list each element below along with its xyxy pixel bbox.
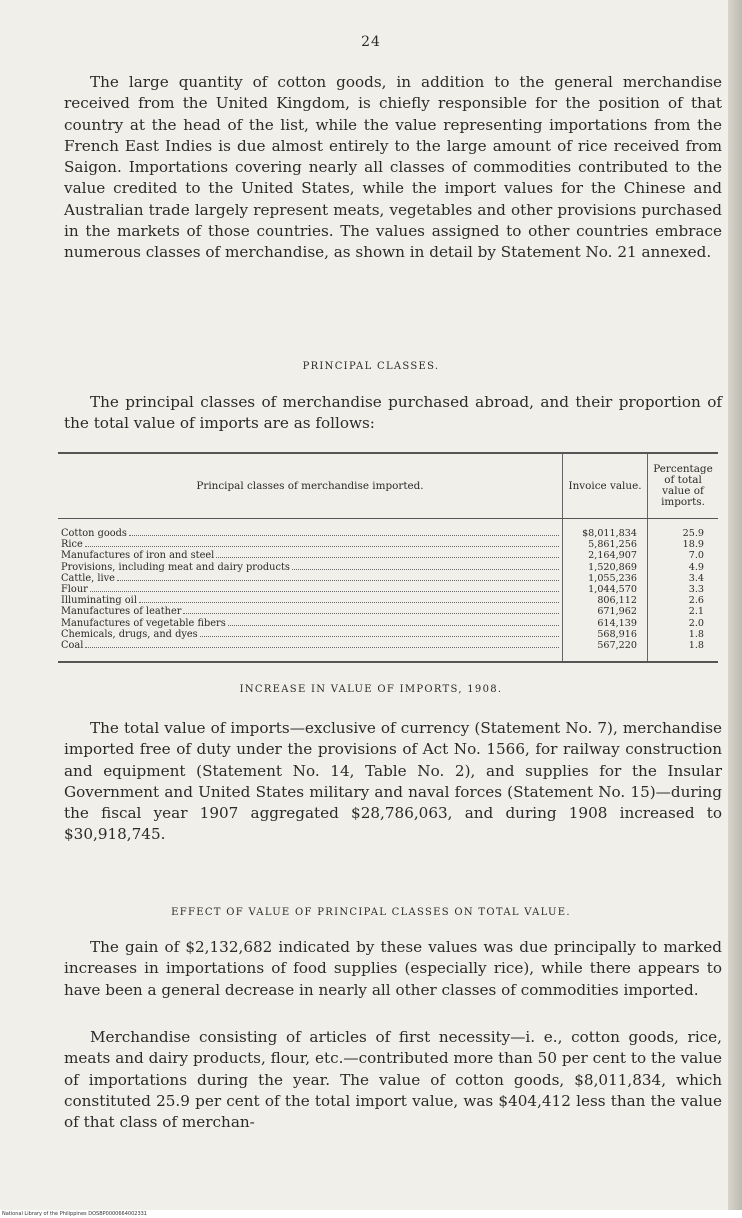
row-percent: 7.0 [648, 550, 719, 561]
row-value: 1,520,869 [563, 562, 648, 573]
row-value: 568,916 [563, 629, 648, 640]
row-label: Coal [61, 640, 84, 652]
paragraph-trade-countries: The large quantity of cotton goods, in addition to the general merchandise received from the United Kingdom, is chiefly responsible for the position of that country at the head of the list, while the value representing importations from the French East Indies is due almost entirely to the large amount of rice received from Saigon. Importations covering nearly all classes of commodities contributed to the value credited to the United States, while the import values for the Chinese and Australian trade largely represent meats, vegetables and other provisions purchased in the markets of those countries. The values assigned to other countries embrace numerous classes of merchandise, as shown in detail by Statement No. 21 annexed. [64, 73, 722, 262]
table-row [58, 584, 718, 595]
row-label: Rice [61, 539, 83, 551]
row-label: Flour [61, 584, 88, 596]
page-number: 24 [361, 34, 381, 50]
row-percent: 2.6 [648, 595, 719, 606]
heading-increase: INCREASE IN VALUE OF IMPORTS, 1908. [239, 684, 503, 695]
row-label: Provisions, including meat and dairy products [61, 561, 290, 573]
paragraph-first-necessity: Merchandise consisting of articles of first necessity—i. e., cotton goods, rice, meats and dairy products, flour, etc.—contributed more than 50 per cent to the value of importations during the year. The value of cotton goods, $8,011,834, which constituted 25.9 per cent of the total import value, was $404,412 less than the value of that class of merchan- [64, 1028, 722, 1132]
table-row [58, 562, 718, 573]
header-class: Principal classes of merchandise imported. [58, 453, 563, 519]
row-value: $8,011,834 [563, 519, 648, 540]
row-percent: 3.3 [648, 584, 719, 595]
table-row [58, 618, 718, 629]
table-row [58, 640, 718, 662]
paragraph-total-value: The total value of imports—exclusive of currency (Statement No. 7), merchandise imported free of duty under the provisions of Act No. 1566, for railway construction and equipment (Statement No. 14, Table No. 2), and supplies for the Insular Government and United States military and naval forces (Statement No. 15)—during the fiscal year 1907 aggregated $28,786,063, and during 1908 increased to $30,918,745. [64, 719, 722, 844]
header-invoice-value: Invoice value. [563, 453, 648, 519]
table-row [58, 519, 718, 540]
row-label: Cattle, live [61, 572, 115, 584]
row-value: 5,861,256 [563, 539, 648, 550]
heading-effect: EFFECT OF VALUE OF PRINCIPAL CLASSES ON TOTAL VALUE. [171, 907, 571, 918]
row-label: Manufactures of iron and steel [61, 550, 215, 562]
row-percent: 2.0 [648, 618, 719, 629]
table-header-row [58, 453, 718, 519]
table-row [58, 550, 718, 561]
row-percent: 2.1 [648, 606, 719, 617]
row-value: 2,164,907 [563, 550, 648, 561]
row-percent: 1.8 [648, 640, 719, 662]
table-row [58, 573, 718, 584]
row-label: Manufactures of leather [61, 606, 182, 618]
row-label: Cotton goods [61, 528, 127, 539]
row-percent: 3.4 [648, 573, 719, 584]
header-percentage: Percentage of total value of imports. [648, 453, 719, 519]
table-row [58, 539, 718, 550]
paragraph-gain: The gain of $2,132,682 indicated by these values was due principally to marked increases in importations of food supplies (especially rice), while there appears to have been a general decrease in nearly all other classes of commodities imported. [64, 938, 722, 999]
row-value: 806,112 [563, 595, 648, 606]
row-percent: 4.9 [648, 562, 719, 573]
row-value: 614,139 [563, 618, 648, 629]
paragraph-principal-intro: The principal classes of merchandise purchased abroad, and their proportion of the total value of imports are as follows: [64, 393, 722, 433]
row-value: 1,044,570 [563, 584, 648, 595]
row-label: Manufactures of vegetable fibers [61, 617, 226, 629]
scan-footer: National Library of the Philippines DOSBP0000664002331 [0, 1210, 742, 1218]
page-edge-shadow [728, 0, 742, 1210]
row-value: 567,220 [563, 640, 648, 662]
row-value: 1,055,236 [563, 573, 648, 584]
table-row [58, 606, 718, 617]
row-label: Illuminating oil [61, 595, 137, 607]
row-label: Chemicals, drugs, and dyes [61, 628, 198, 640]
table-row [58, 595, 718, 606]
table-row [58, 629, 718, 640]
principal-classes-table [58, 452, 718, 663]
row-percent: 25.9 [648, 519, 719, 540]
row-percent: 1.8 [648, 629, 719, 640]
row-percent: 18.9 [648, 539, 719, 550]
row-value: 671,962 [563, 606, 648, 617]
heading-principal-classes: PRINCIPAL CLASSES. [302, 361, 440, 372]
